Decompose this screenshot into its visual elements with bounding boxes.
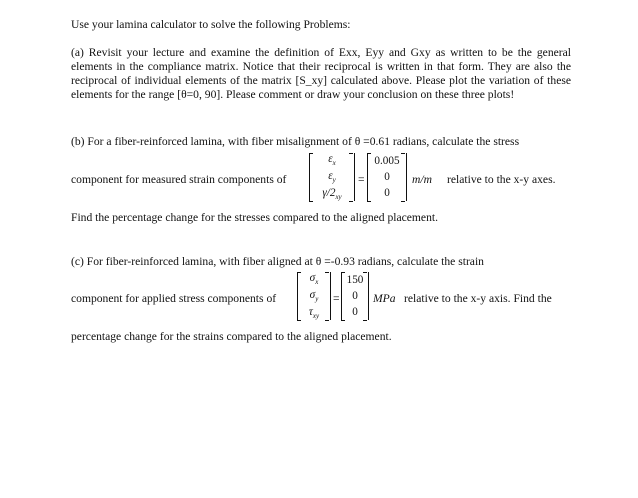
stress-xy: $\tau_{xy}$ bbox=[308, 306, 320, 321]
part-c-line1: (c) For fiber-reinforced lamina, with fiber aligned at θ =-0.93 radians, calculate the strain bbox=[71, 255, 484, 268]
stress-y: $\sigma_y$ bbox=[309, 289, 319, 304]
part-c-equals: = bbox=[333, 292, 340, 305]
strain-y: $\varepsilon_y$ bbox=[328, 170, 336, 185]
part-b-equals: = bbox=[358, 173, 365, 186]
stress-matrix bbox=[297, 272, 331, 320]
strain-value-y: 0 bbox=[384, 170, 390, 183]
intro-text: Use your lamina calculator to solve the following Problems: bbox=[71, 18, 351, 31]
part-c-trail: relative to the x-y axis. Find the bbox=[404, 292, 552, 305]
part-c-unit: MPa bbox=[373, 292, 396, 305]
stress-values-matrix bbox=[341, 272, 369, 320]
part-c-lead: component for applied stress components of bbox=[71, 292, 277, 305]
strain-value-x: 0.005 bbox=[374, 154, 400, 167]
strain-values-matrix bbox=[367, 153, 407, 201]
part-b-trail: relative to the x-y axes. bbox=[447, 173, 556, 186]
part-c-line3: percentage change for the strains compared to the aligned placement. bbox=[71, 330, 392, 343]
part-b-lead: component for measured strain components of bbox=[71, 173, 287, 186]
part-b-line1: (b) For a fiber-reinforced lamina, with fiber misalignment of θ =0.61 radians, calculate the stress bbox=[71, 135, 520, 148]
strain-value-xy: 0 bbox=[384, 186, 390, 199]
strain-matrix bbox=[309, 153, 355, 201]
stress-value-xy: 0 bbox=[352, 305, 358, 318]
stress-value-x: 150 bbox=[346, 273, 364, 286]
strain-x: $\varepsilon_x$ bbox=[328, 153, 336, 168]
stress-x: $\sigma_x$ bbox=[309, 272, 319, 287]
strain-xy: $\gamma/2_{xy}$ bbox=[322, 187, 342, 202]
part-b-line3: Find the percentage change for the stresses compared to the aligned placement. bbox=[71, 211, 438, 224]
stress-value-y: 0 bbox=[352, 289, 358, 302]
part-a-paragraph: (a) Revisit your lecture and examine the definition of Exx, Eyy and Gxy as written to be the general elements in the compliance matrix. Notice that their reciprocal is written in that form. They are also the reciprocal of individual elements of the matrix [S_xy] calculated above. Please plot the variation of these elements for the range [θ=0, 90]. Please comment or draw your conclusion on these three plots! bbox=[71, 46, 571, 101]
part-b-unit: m/m bbox=[412, 173, 432, 186]
